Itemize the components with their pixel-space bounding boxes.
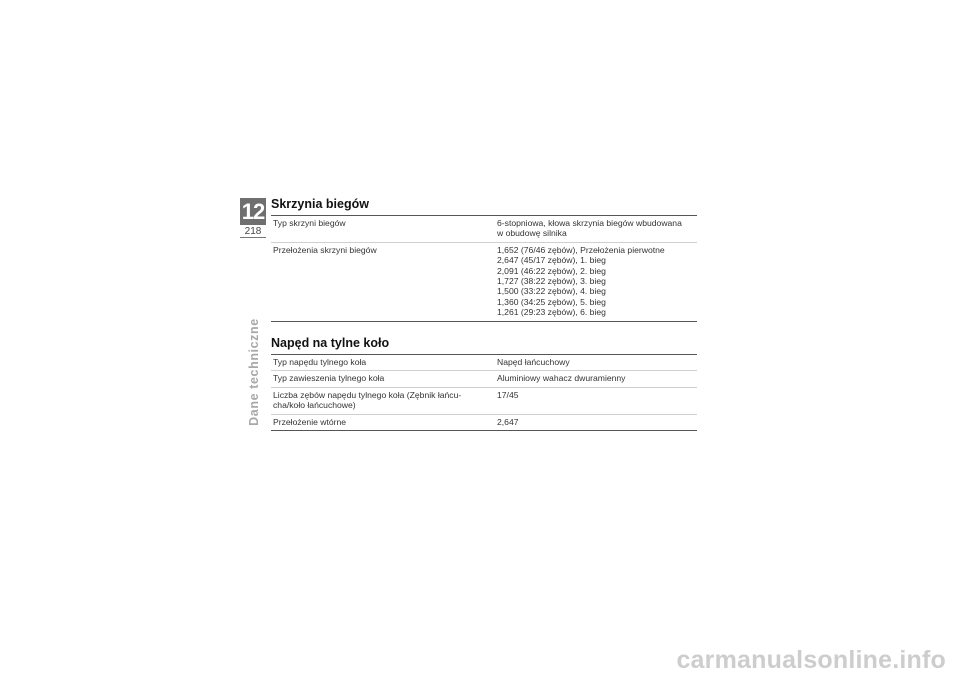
table-row [271, 387, 697, 414]
spec-label-line: Przełożenie wtórne [273, 416, 347, 427]
spec-value [495, 414, 697, 430]
spec-table [271, 354, 697, 431]
spec-value-line: 1,652 (76/46 zębów), Przełożenia pierwotne [497, 244, 665, 255]
spec-value-line: 2,647 (45/17 zębów), 1. bieg [497, 255, 606, 266]
spec-label [271, 355, 495, 371]
spec-label [271, 216, 495, 243]
spec-value [495, 387, 697, 414]
spec-value-line: 1,261 (29:23 zębów), 6. bieg [497, 307, 606, 318]
spec-value-line: w obudowę silnika [497, 228, 567, 239]
spec-label [271, 414, 495, 430]
table-row [271, 414, 697, 430]
spec-value [495, 371, 697, 387]
section-rear-wheel-drive [271, 336, 697, 431]
section-title: Skrzynia biegów [271, 197, 369, 211]
spec-value-line: 17/45 [497, 389, 519, 400]
table-row [271, 355, 697, 371]
spec-value-line: 6-stopniowa, kłowa skrzynia biegów wbudowana [497, 218, 682, 228]
spec-value-line: Aluminiowy wahacz dwuramienny [497, 373, 626, 384]
spec-label [271, 242, 495, 321]
spec-value-line: 1,727 (38:22 zębów), 3. bieg [497, 276, 606, 287]
spec-label-line: Typ napędu tylnego koła [273, 357, 367, 367]
spec-value-line: 2,647 [497, 416, 519, 427]
spec-label-line: Liczba zębów napędu tylnego koła (Zębnik łańcu- [273, 389, 462, 400]
spec-label-line: Przełożenia skrzyni biegów [273, 244, 377, 255]
section-gearbox [271, 197, 697, 322]
table-row [271, 371, 697, 387]
spec-label-line: Typ skrzyni biegów [273, 218, 346, 228]
spec-value [495, 242, 697, 321]
spec-value-line: 1,500 (33:22 zębów), 4. bieg [497, 286, 606, 297]
spec-label [271, 387, 495, 414]
page-number: 218 [244, 226, 262, 237]
spec-value-line: 1,360 (34:25 zębów), 5. bieg [497, 296, 606, 307]
spec-value [495, 216, 697, 243]
table-row [271, 242, 697, 321]
spec-label-line: cha/koło łańcuchowe) [273, 400, 356, 411]
chapter-number-badge: 12 [241, 198, 265, 224]
chapter-side-label: Dane techniczne [247, 318, 261, 426]
spec-label-line: Typ zawieszenia tylnego koła [273, 373, 385, 384]
watermark-text: carmanualsonline.info [676, 646, 946, 674]
section-title: Napęd na tylne koło [271, 336, 390, 350]
page-number-rule [240, 237, 266, 238]
spec-table [271, 215, 697, 322]
spec-value-line: Napęd łańcuchowy [497, 357, 570, 367]
spec-value [495, 355, 697, 371]
spec-label [271, 371, 495, 387]
table-row [271, 216, 697, 243]
spec-value-line: 2,091 (46:22 zębów), 2. bieg [497, 265, 606, 276]
